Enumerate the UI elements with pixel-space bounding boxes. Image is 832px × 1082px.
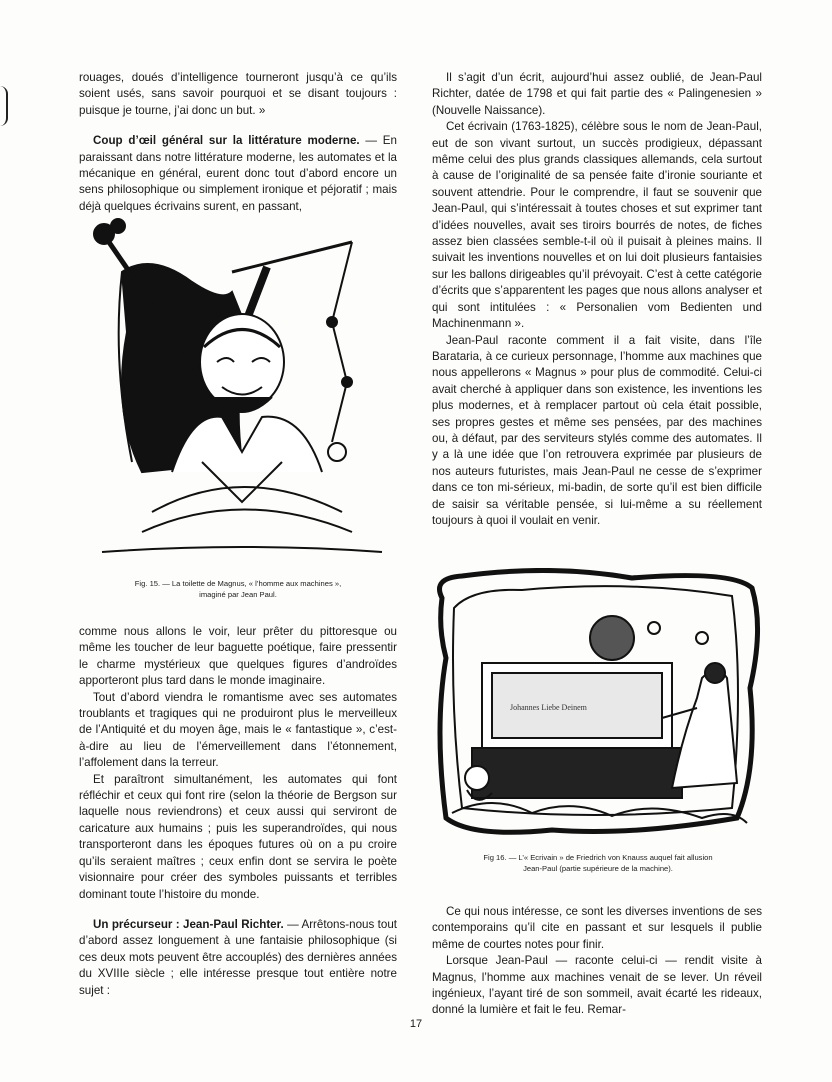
fig16-caption <box>432 852 764 874</box>
paragraph: Tout d’abord viendra le romantisme avec ses automates troublants et tragiques qui ne produiront plus le merveilleux de l’Antiquité et du moyen âge, mais le « fantastique », c’est-à-dire au lieu de l’émerveillement dans l’étonnement, l’affolement dans la terreur. <box>79 690 397 770</box>
section-heading: Coup d’œil général sur la littérature moderne. <box>93 134 360 148</box>
caption-line: Jean-Paul (partie supérieure de la machine). <box>523 864 673 873</box>
paragraph: Il s’agit d’un écrit, aujourd’hui assez oublié, de Jean-Paul Richter, datée de 1798 et qui fait partie des « Palingenesien » (Nouvelle Naissance). <box>432 71 762 117</box>
section-paragraph <box>79 133 397 215</box>
paragraph: Et paraîtront simultanément, les automates qui font réfléchir et ceux qui font rire (selon la théorie de Bergson sur laquelle nous reviendrons) et ceux aussi qui serviront de caricature aux humains ; puis les superandroïdes, qui nous transporteront dans les époques futures où on a pu croire qu’ils seraient maîtres ; ceux enfin dont se servira le poète visionnaire pour créer des symboles puissants et terribles dominant toute l’histoire du monde. <box>79 772 397 901</box>
paragraph-text: — Arrêtons-nous tout d’abord assez longuement à une fantaisie philosophique (si ces deux mots peuvent être accouplés) des dernières années du XVIIIe siècle ; elle intéresse presque tout entière notre sujet : <box>79 917 397 997</box>
right-column-bottom <box>432 904 762 1019</box>
fig16-paper-text: Johannes Liebe Deinem <box>510 703 587 712</box>
left-column-top <box>79 70 397 215</box>
paragraph: Jean-Paul raconte comment il a fait visite, dans l’île Barataria, à ce curieux personnage, l’homme aux machines que nous appellerons « Magnus » pour plus de commodité. Celui-ci avait cherché à appliquer dans son existence, les inventions les plus modernes, et à remplacer partout où cela était possible, ses propres gestes et même ses pensées, par des machines ou, à défaut, par des serviteurs stylés comme des automates. Il y a là une idée que l’on retrouvera exprimée par plusieurs de nos auteurs futuristes, mais Jean-Paul ne cesse de s’exprimer dans ce ton mi-sérieux, mi-badin, de sorte qu’il est bien difficile de saisir sa véritable pensée, si lui-même a su réellement toujours à quoi il voulait en venir. <box>432 333 762 527</box>
caption-line: Fig. 15. — La toilette de Magnus, « l’homme aux machines », <box>134 579 342 588</box>
right-column-top <box>432 70 762 529</box>
left-column-bottom <box>79 624 397 999</box>
fig15-caption <box>79 578 397 600</box>
caption-line: imaginé par Jean Paul. <box>199 590 277 599</box>
paragraph-text: — En paraissant dans notre littérature moderne, les automates et la mécanique en général, eurent donc tout d’abord encore un sens philosophique ou simplement ironique et péjoratif ; mais déjà quelques écrivains surent, en passant, <box>79 134 397 213</box>
paragraph: Ce qui nous intéresse, ce sont les diverses inventions de ses contemporains qu’il cite en passant et sur lesquels il publie même de courtes notes pour finir. <box>432 905 762 951</box>
page-number: 17 <box>409 1018 423 1030</box>
page-edge-mark <box>0 86 8 126</box>
ecrivain-machine-illustration <box>432 568 764 848</box>
paragraph: Cet écrivain (1763-1825), célèbre sous le nom de Jean-Paul, eut de son vivant surtout, un succès prodigieux, dépassant même celui des plus grands classiques allemands, cela surtout à cause de l’originalité de sa pensée faite d’ironie souriante et souvent attendrie. Pour le comprendre, il faut se souvenir que Jean-Paul, qui s’intéressait à toutes choses et sut exprimer tant d’idées nouvelles, avait ses tiroirs bourrés de notes, de fiches assez bien classées semble-t-il où il puisait à pleines mains. Il suivait les inventions nouvelles et on lui doit plusieurs fantaisies sur les ballons dirigeables qu’il prévoyait. C’est à cette catégorie d’écrits que s’apparentent les pages que nous allons analyser et qui sont intitulées : « Personalien vom Bedienten und Machinenmann ». <box>432 120 762 331</box>
paragraph: comme nous allons le voir, leur prêter du pittoresque ou même les toucher de leur baguette poétique, faire pressentir le charme mystérieux que quelques figures d’androïdes apporteront plus tard dans le monde imaginaire. <box>79 625 397 688</box>
section-paragraph <box>79 917 397 999</box>
section-heading: Un précurseur : Jean-Paul Richter. <box>93 917 284 931</box>
magnus-illustration <box>82 212 394 570</box>
paragraph: Lorsque Jean-Paul — raconte celui-ci — rendit visite à Magnus, l’homme aux machines venait de se lever. Un réveil ingénieux, l’ayant tiré de son sommeil, avait écarté les rideaux, donné la lumière et fait le feu. Remar- <box>432 954 762 1017</box>
caption-line: Fig 16. — L’« Ecrivain » de Friedrich von Knauss auquel fait allusion <box>483 853 713 862</box>
paragraph: rouages, doués d’intelligence tourneront jusqu’à ce qu’ils soient usés, sans savoir pourquoi et se disant toujours : puisque je tourne, j’ai donc un but. » <box>79 71 397 117</box>
